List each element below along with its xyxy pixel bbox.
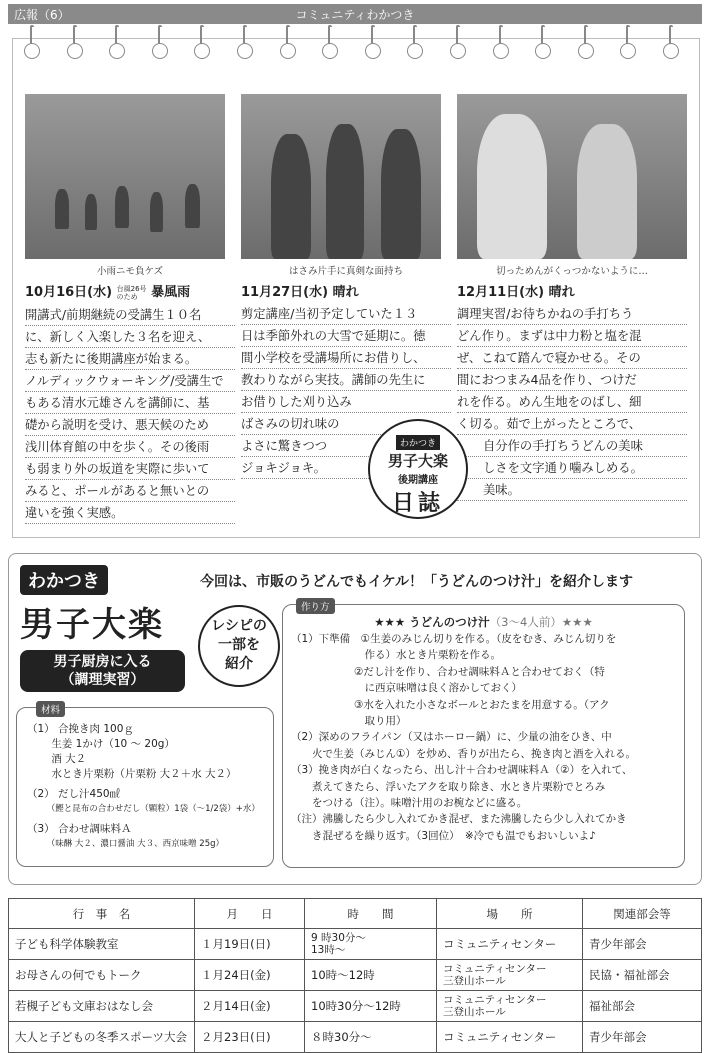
notebook-ring: [108, 25, 126, 59]
notebook-ring: [151, 25, 169, 59]
photo-caption: 切っためんがくっつかないように…: [496, 266, 648, 277]
table-header-row: 行 事 名 月 日 時 間 場 所 関連部会等: [9, 899, 702, 929]
diary-notebook: [12, 38, 700, 538]
notebook-ring: [619, 25, 637, 59]
table-row: お母さんの何でもトーク １月24日(金) 10時〜12時 コミュニティセンター 三登山ホール 民協・福祉部会: [9, 960, 702, 991]
notebook-ring: [279, 25, 297, 59]
table-row: 大人と子どもの冬季スポーツ大会 ２月23日(日) ８時30分〜 コミュニティセンター 青少年部会: [9, 1022, 702, 1053]
photo-pruning: [241, 94, 441, 259]
notebook-ring: [449, 25, 467, 59]
notebook-ring: [577, 25, 595, 59]
photo-walking: [25, 94, 225, 259]
notebook-ring: [364, 25, 382, 59]
howto-title: ★★★ うどんのつけ汁（3〜4人前）★★★: [374, 615, 593, 629]
recipe-headline: 今回は、市販のうどんでもイケル！「うどんのつけ汁」を紹介します: [200, 574, 634, 590]
newsletter-title: コミュニティわかつき: [295, 8, 415, 22]
entry-text: 開講式/前期継続の受講生１０名 に、新しく入楽した３名を迎え、 志も新たに後期講座が始まる。 ノルディックウォーキング/受講生で もある清水元雄さんを講師に、基 礎から説明を受け、悪天候のため 浅川体育館の中を歩く。その後雨 も弱まり外の坂道を実際に歩いて みると、ポールがあると無いとの 違いを強く実感。: [25, 304, 235, 524]
howto-box: ★★★ うどんのつけ汁（3〜4人前）★★★ （1）下準備 ①生姜のみじん切りを作る。（皮をむき、みじん切りを 作る）水とき片栗粉を作る。 ②だし汁を作り、合わせ調味料Ａと合わせておく（特 に西京味噌は良く溶かしておく） ③水を入れた小さなボールとおたまを用意する。（アク 取り用） （2）深めのフライパン（又はホーロー鍋）に、少量の油をひき、中 火で生姜（みじん①）を炒め、香りが出たら、挽き肉と酒を入れる。 （3）挽き肉が白くなったら、出し汁＋合わせ調味料Ａ（②）を入れて、 煮えてきたら、浮いたアクを取り除き、水とき片栗粉でとろみ をつける（注）。味噌汁用のお椀などに盛る。 （注）沸騰したら少し入れてかき混ぜ、また沸騰したら少し入れてかき き混ぜるを繰り返す。（3回位） ※冷でも温でもおいしいよ♪: [282, 604, 685, 868]
entry-text: 調理実習/お待ちかねの手打ちう どん作り。まずは中力粉と塩を混 ぜ、こねて踏んで寝かせる。その 間におつまみ4品を作り、つけだ れを作る。めん生地をのばし、細 く切る。茹で上がったところで、 自分作の手打ちうどんの美味 しさを文字通り噛みしめる。 美味。: [457, 303, 687, 501]
table-row: 若槻子ども文庫おはなし会 ２月14日(金) 10時30分〜12時 コミュニティセンター 三登山ホール 福祉部会: [9, 991, 702, 1022]
notebook-ring: [492, 25, 510, 59]
notebook-ring: [321, 25, 339, 59]
howto-tag: 作り方: [296, 598, 335, 614]
entry-date: 11月27日(水) 晴れ: [241, 285, 359, 300]
notebook-ring: [66, 25, 84, 59]
notebook-ring: [193, 25, 211, 59]
recipe-bubble: レシピの 一部を 紹介: [198, 605, 280, 687]
page-number: 広報（6）: [14, 8, 70, 22]
table-row: 子ども科学体験教室 １月19日(日) 9 時30分〜 13時〜 コミュニティセンター 青少年部会: [9, 929, 702, 960]
diary-logo: わかつき 男子大楽 後期講座 日誌: [368, 419, 468, 519]
entry-date: 12月11日(水) 晴れ: [457, 285, 575, 300]
materials-tag: 材料: [36, 701, 65, 717]
entry-date: 10月16日(水) 台風26号 のため 暴風雨: [25, 284, 191, 301]
notebook-ring: [23, 25, 41, 59]
entry-text: 剪定講座/当初予定していた１３ 日は季節外れの大雪で延期に。徳 間小学校を受講場所にお借りし、 教わりながら実技。講師の先生に お借りした刈り込み ばさみの切れ味の よさに驚きつつ ジョキジョキ。: [241, 303, 451, 479]
diary-entry-1: [25, 94, 235, 524]
notebook-ring: [406, 25, 424, 59]
photo-caption: はさみ片手に真剣な面持ち: [288, 266, 403, 277]
page-header: [8, 4, 702, 24]
photo-caption: 小雨ニモ負ケズ: [96, 266, 164, 277]
recipe-brand: わかつき 男子大楽 男子厨房に入る （調理実習）: [20, 565, 185, 692]
notebook-ring: [236, 25, 254, 59]
diary-entry-3: [457, 94, 667, 501]
events-table: [8, 898, 702, 1053]
notebook-ring: [534, 25, 552, 59]
notebook-ring: [662, 25, 680, 59]
photo-cooking: [457, 94, 687, 259]
materials-box: （1） 合挽き肉 100ｇ 生姜 1かけ（10 〜 20g） 酒 大２ 水とき片栗粉（片栗粉 大２＋水 大２） （2） だし汁450㎖ （鰹と昆布の合わせだし（顆粒）1袋（〜1/2袋）+水） （3） 合わせ調味料Ａ （味醂 大２、濃口醤油 大３、西京味噌 25g）: [16, 707, 274, 867]
